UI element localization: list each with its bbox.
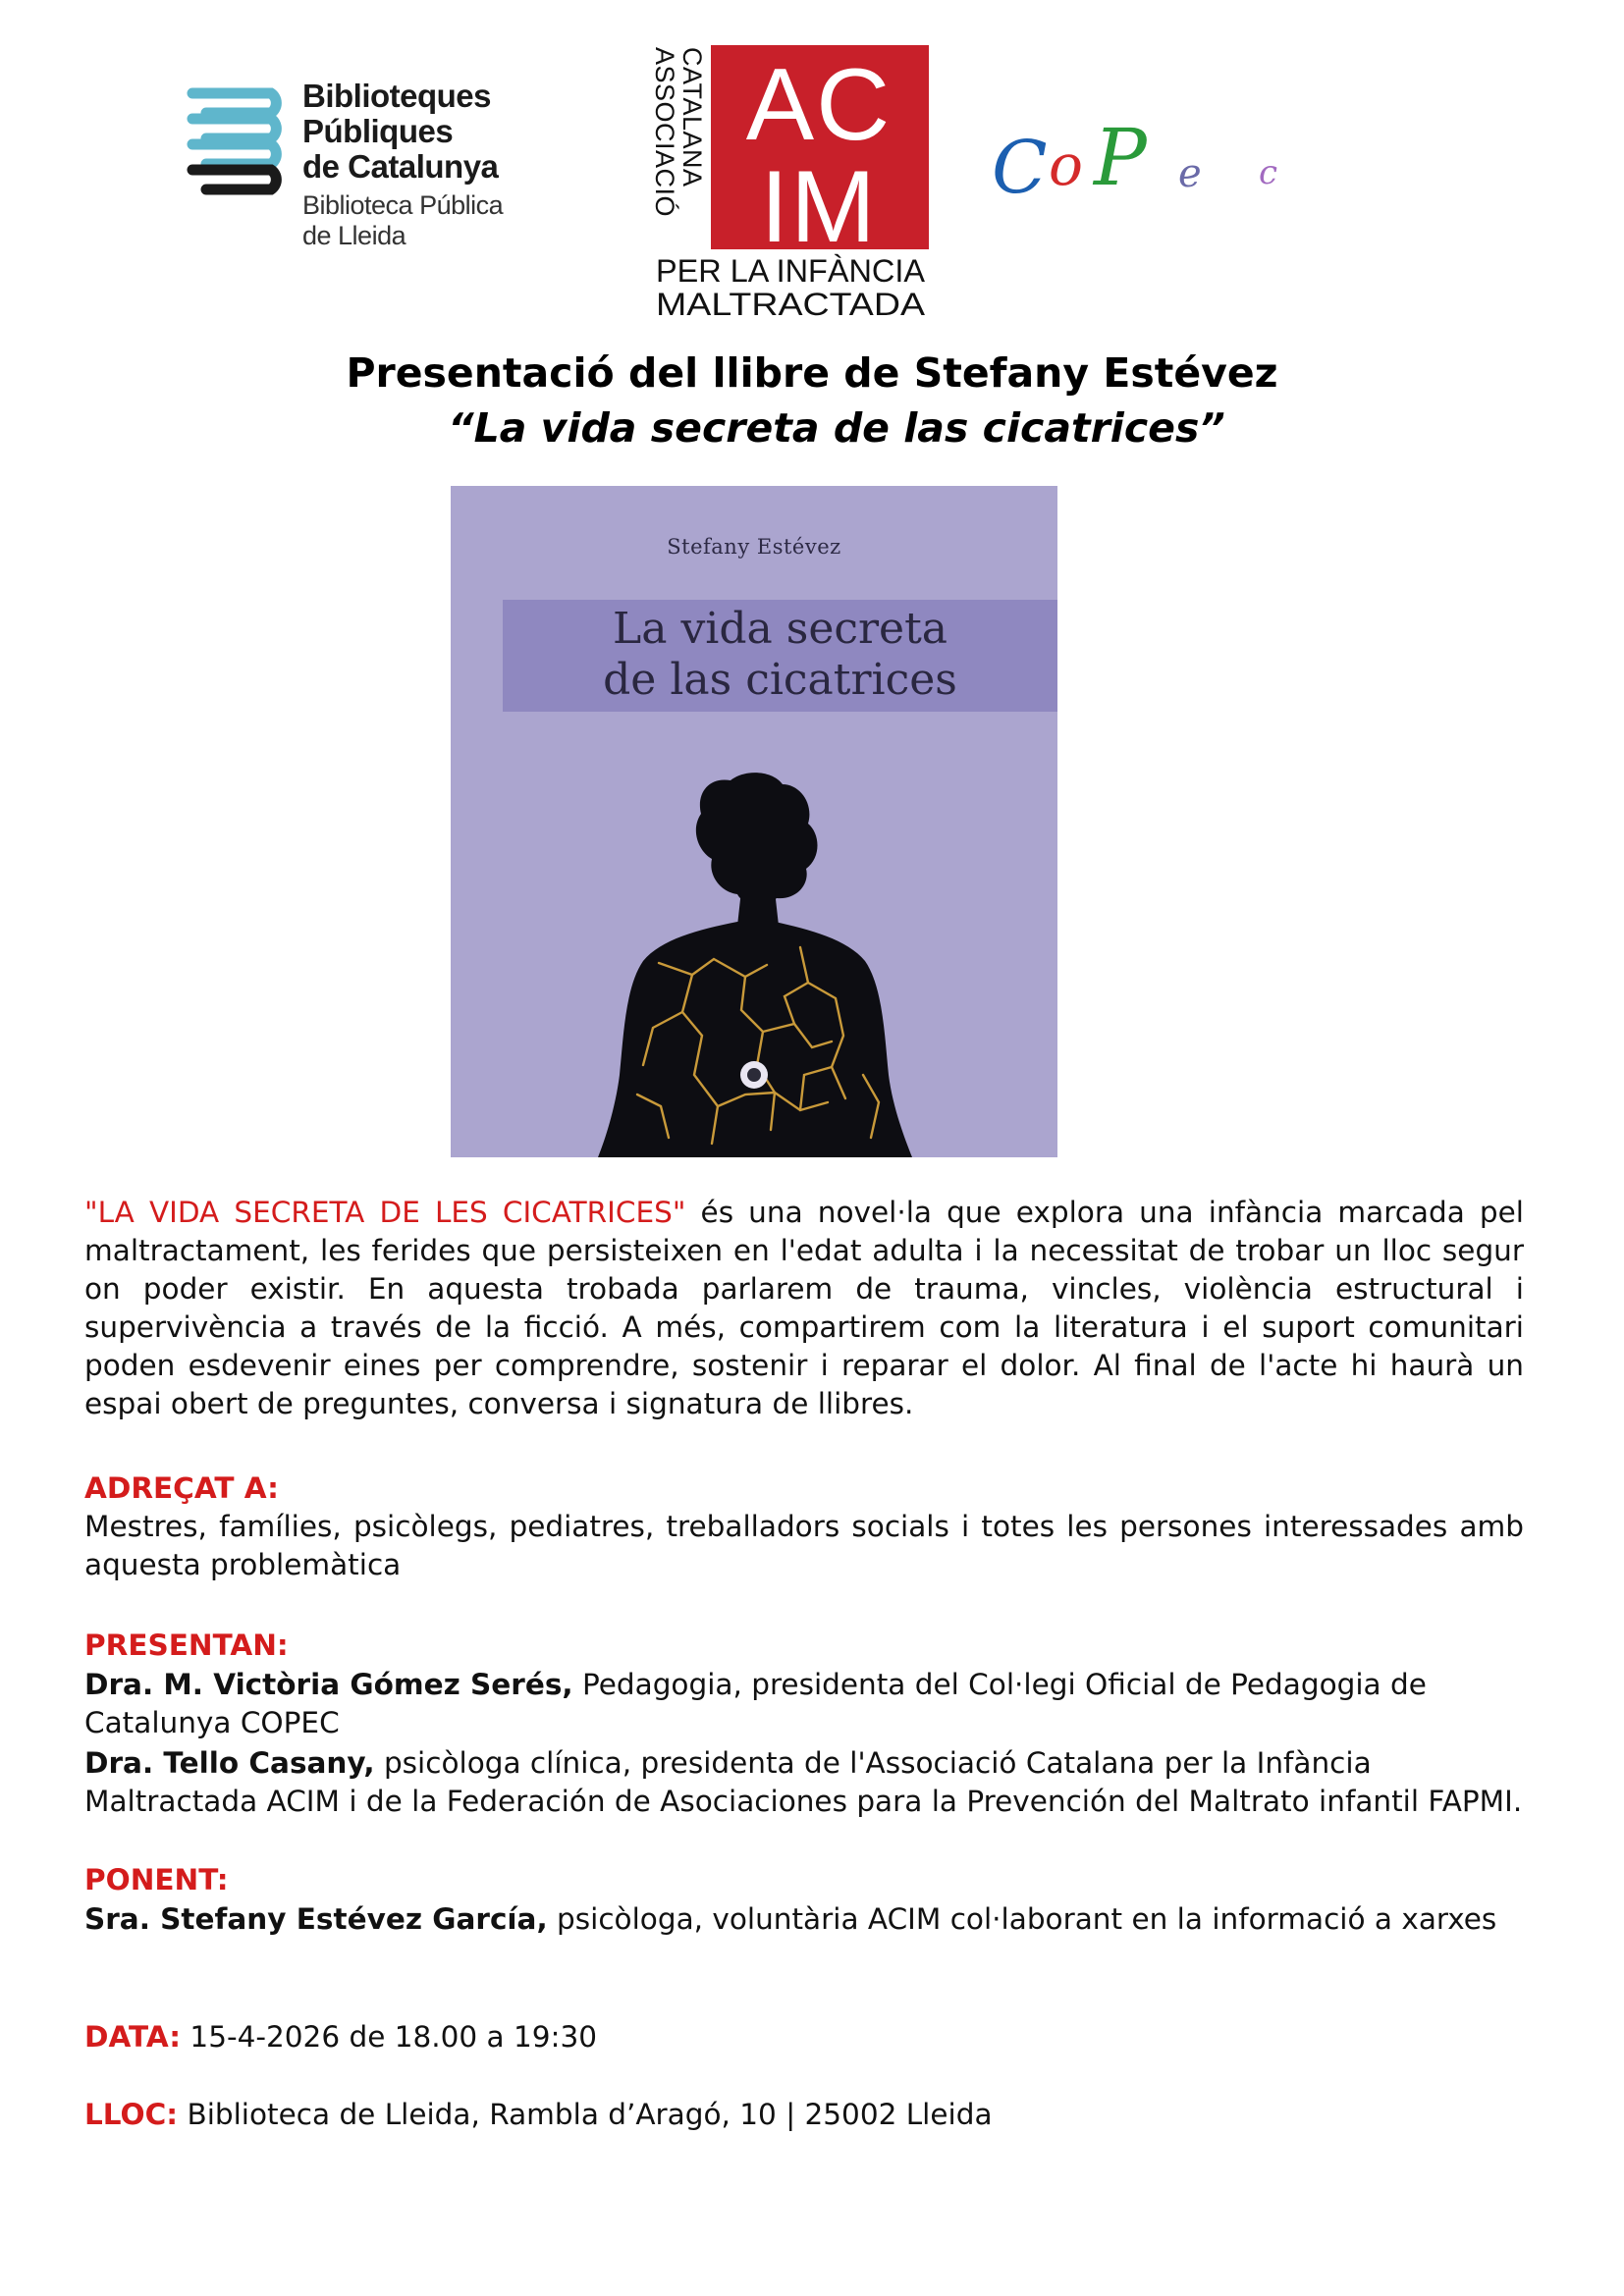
- copec-o: o: [1049, 132, 1083, 198]
- date-value: 15-4-2026 de 18.00 a 19:30: [181, 2020, 598, 2054]
- presenter-desc: Pedagogia, presidenta del Col·legi Oficial de Pedagogia de Catalunya COPEC: [84, 1668, 1427, 1739]
- presenter-name: Dra. M. Victòria Gómez Serés,: [84, 1668, 573, 1701]
- copec-e: e: [1178, 151, 1202, 196]
- presenters-heading: PRESENTAN:: [84, 1629, 289, 1662]
- bpc-line1: Biblioteques: [302, 78, 492, 114]
- presenter-desc: psicòloga clínica, presidenta de l'Associació Catalana per la Infància Maltractada ACIM i de la Federación de Asociaciones para la Prevención del Maltrato infantil FAPMI.: [84, 1746, 1523, 1818]
- copec-c1: C: [992, 126, 1048, 210]
- acim-bottom1: PER LA INFÀNCIA: [656, 253, 926, 289]
- woman-silhouette-illustration: [451, 486, 1057, 1157]
- speaker-heading: PONENT:: [84, 1863, 229, 1896]
- place-value: Biblioteca de Lleida, Rambla d’Aragó, 10 | 25002 Lleida: [178, 2098, 993, 2131]
- copec-logo: [992, 112, 1306, 216]
- book-cover-image: [451, 486, 1057, 1157]
- acim-side1: ASSOCIACIÓ: [650, 47, 679, 218]
- acim-big1: AC: [745, 48, 893, 162]
- intro-paragraph: [84, 1194, 1524, 1423]
- speaker-item: [84, 1900, 1524, 1939]
- presenter-name: Dra. Tello Casany,: [84, 1746, 375, 1780]
- page-subtitle: “La vida secreta de las cicatrices”: [448, 404, 1225, 452]
- cover-author: Stefany Estévez: [667, 535, 841, 559]
- bpc-sub2: de Lleida: [302, 221, 406, 250]
- place-line: [84, 2096, 1524, 2134]
- presenter-item: [84, 1744, 1524, 1821]
- date-label: DATA:: [84, 2020, 182, 2054]
- date-line: [84, 2018, 1524, 2056]
- cover-title-line1: La vida secreta: [613, 604, 947, 654]
- speaker-name: Sra. Stefany Estévez García,: [84, 1902, 548, 1936]
- copec-p: P: [1094, 112, 1147, 203]
- presenter-item: [84, 1666, 1498, 1742]
- bpc-sub1: Biblioteca Pública: [302, 190, 504, 220]
- biblioteques-publiques-logo: [187, 79, 511, 285]
- place-label: LLOC:: [84, 2098, 179, 2131]
- speaker-desc: psicòloga, voluntària ACIM col·laborant en la informació a xarxes: [547, 1902, 1497, 1936]
- audience-text: Mestres, famílies, psicòlegs, pediatres, treballadors socials i totes les persones interessades amb aquesta problemàtica: [84, 1510, 1524, 1581]
- acim-bottom2: MALTRACTADA: [656, 287, 926, 320]
- bpc-text: [302, 79, 503, 251]
- bpc-line3: de Catalunya: [302, 148, 499, 185]
- copec-c2: c: [1259, 153, 1278, 192]
- page-title: Presentació del llibre de Stefany Estévez: [346, 349, 1278, 397]
- bpc-stripes-icon: [187, 86, 295, 196]
- acim-big2: IM: [760, 150, 878, 264]
- acim-side2: CATALANA: [677, 47, 707, 187]
- acim-logo: [650, 43, 931, 320]
- cover-title-line2: de las cicatrices: [603, 655, 957, 705]
- intro-book-title: "LA VIDA SECRETA DE LES CICATRICES": [84, 1196, 686, 1229]
- intro-text: és una novel·la que explora una infància marcada pel maltractament, les ferides que persisteixen en l'edat adulta i la necessitat de trobar un lloc segur on poder existir. En aquesta trobada parlarem de trauma, vincles, violència estructural i supervivència a través de la ficció. A més, compartirem com la literatura i el suport comunitari poden esdevenir eines per comprendre, sostenir i reparar el dolor. Al final de l'acte hi haurà un espai obert de preguntes, conversa i signatura de llibres.: [84, 1196, 1524, 1420]
- bpc-line2: Públiques: [302, 113, 454, 149]
- audience-heading: ADREÇAT A:: [84, 1471, 279, 1505]
